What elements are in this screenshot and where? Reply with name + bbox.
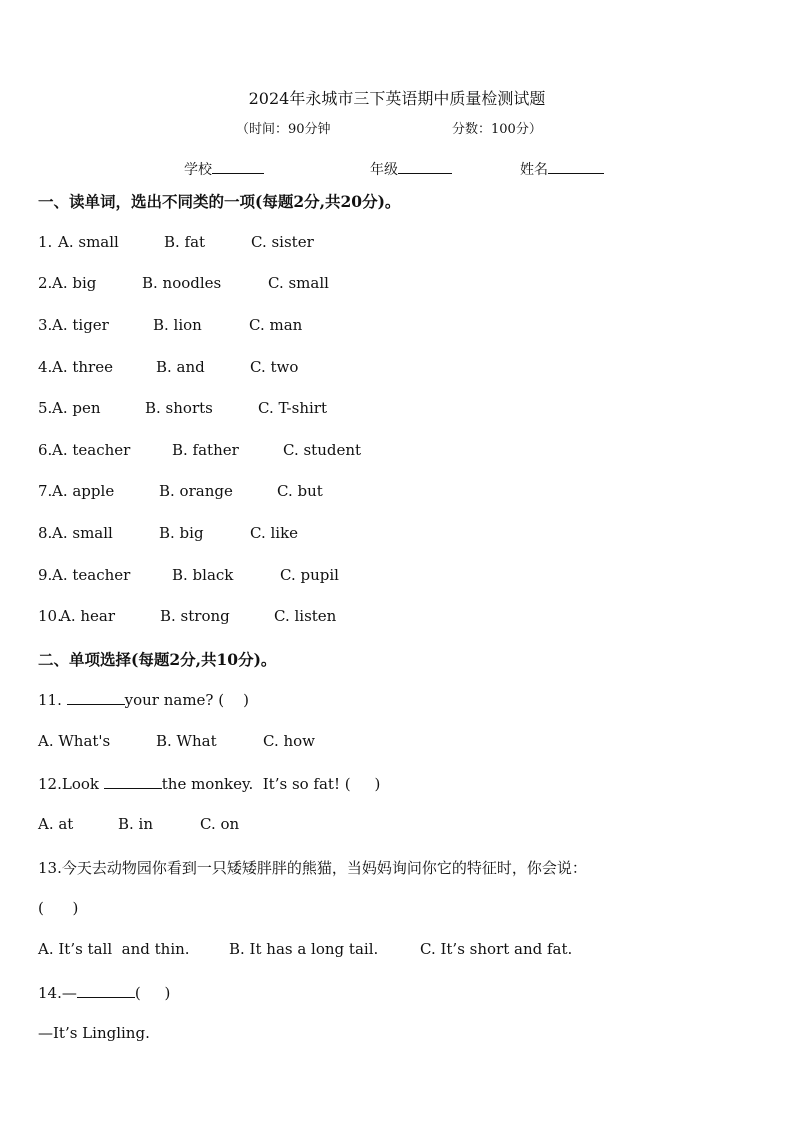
- option-a: A. tiger: [52, 316, 109, 334]
- option-a: A. big: [52, 274, 97, 292]
- option-a: A. hear: [60, 607, 116, 625]
- q12-option-b: B. in: [118, 815, 154, 833]
- exam-time: （时间：90分钟: [236, 122, 331, 137]
- q14-answer: —It’s Lingling.: [38, 1024, 150, 1042]
- page-title: 2024年永城市三下英语期中质量检测试题: [248, 89, 546, 108]
- question-number: 6.: [38, 441, 53, 459]
- q12-number: 12.Look: [38, 775, 104, 793]
- question-number: 1.: [38, 233, 58, 251]
- question-number: 7.: [38, 482, 53, 500]
- question-number: 9.: [38, 566, 53, 584]
- option-b: B. big: [159, 524, 204, 542]
- question-number: 2.: [38, 274, 53, 292]
- q14-blank: [77, 983, 135, 998]
- q11-option-b: B. What: [156, 732, 217, 750]
- option-b: B. shorts: [145, 399, 213, 417]
- question-number: 10.: [38, 607, 62, 625]
- option-a: A. three: [52, 358, 113, 376]
- option-a: A. small: [52, 524, 113, 542]
- q11-option-a: A. What's: [38, 732, 111, 750]
- section-2-heading: 二、单项选择(每题2分,共10分)。: [38, 650, 277, 669]
- school-blank: [212, 159, 264, 174]
- q13-option-c: C. It’s short and fat.: [420, 940, 573, 958]
- q11-option-c: C. how: [263, 732, 316, 750]
- option-c: C. listen: [274, 607, 337, 625]
- option-b: B. and: [156, 358, 205, 376]
- question-number: 5.: [38, 399, 53, 417]
- q13-answer-paren: ( ): [38, 899, 79, 917]
- option-c: C. T-shirt: [258, 399, 327, 417]
- question-number: 8.: [38, 524, 53, 542]
- option-c: C. sister: [251, 233, 314, 251]
- question-13: 13.今天去动物园你看到一只矮矮胖胖的熊猫，当妈妈询问你它的特征时，你会说：: [38, 859, 587, 877]
- question-12: [38, 774, 380, 793]
- option-a: A. pen: [52, 399, 101, 417]
- q11-blank: [67, 690, 125, 705]
- q12-option-a: A. at: [38, 815, 74, 833]
- exam-score: 分数：100分）: [452, 122, 542, 137]
- question-number: 4.: [38, 358, 53, 376]
- option-c: C. two: [250, 358, 299, 376]
- option-c: C. man: [249, 316, 303, 334]
- option-a: A. teacher: [52, 566, 131, 584]
- q14-number: 14.—: [38, 984, 77, 1002]
- school-field: [184, 159, 264, 179]
- option-a: A. apple: [52, 482, 115, 500]
- q13-option-b: B. It has a long tail.: [229, 940, 379, 958]
- option-a: A. small: [58, 233, 119, 251]
- option-a: A. teacher: [52, 441, 131, 459]
- question-14: [38, 983, 170, 1002]
- option-b: B. fat: [164, 233, 206, 251]
- grade-blank: [398, 159, 452, 174]
- q14-paren: ( ): [134, 984, 171, 1002]
- name-blank: [548, 159, 604, 174]
- option-c: C. but: [277, 482, 323, 500]
- option-c: C. like: [250, 524, 299, 542]
- option-c: C. pupil: [280, 566, 339, 584]
- option-b: B. father: [172, 441, 239, 459]
- grade-label: 年级: [370, 162, 398, 178]
- option-b: B. orange: [159, 482, 233, 500]
- question-11: [38, 690, 249, 709]
- option-c: C. small: [268, 274, 329, 292]
- name-label: 姓名: [520, 162, 548, 178]
- option-b: B. noodles: [142, 274, 222, 292]
- question-number: 3.: [38, 316, 53, 334]
- name-field: [520, 159, 604, 179]
- option-b: B. black: [172, 566, 234, 584]
- grade-field: [370, 159, 452, 179]
- q12-blank: [104, 774, 162, 789]
- option-c: C. student: [283, 441, 362, 459]
- q11-number: 11.: [38, 691, 67, 709]
- q13-option-a: A. It’s tall and thin.: [38, 940, 190, 958]
- option-b: B. strong: [160, 607, 230, 625]
- school-label: 学校: [184, 162, 212, 178]
- section-1-heading: 一、读单词，选出不同类的一项(每题2分,共20分)。: [38, 192, 401, 211]
- q12-option-c: C. on: [200, 815, 240, 833]
- q11-text: your name? ( ): [124, 691, 250, 709]
- q12-text: the monkey. It’s so fat! ( ): [161, 775, 381, 793]
- option-b: B. lion: [153, 316, 202, 334]
